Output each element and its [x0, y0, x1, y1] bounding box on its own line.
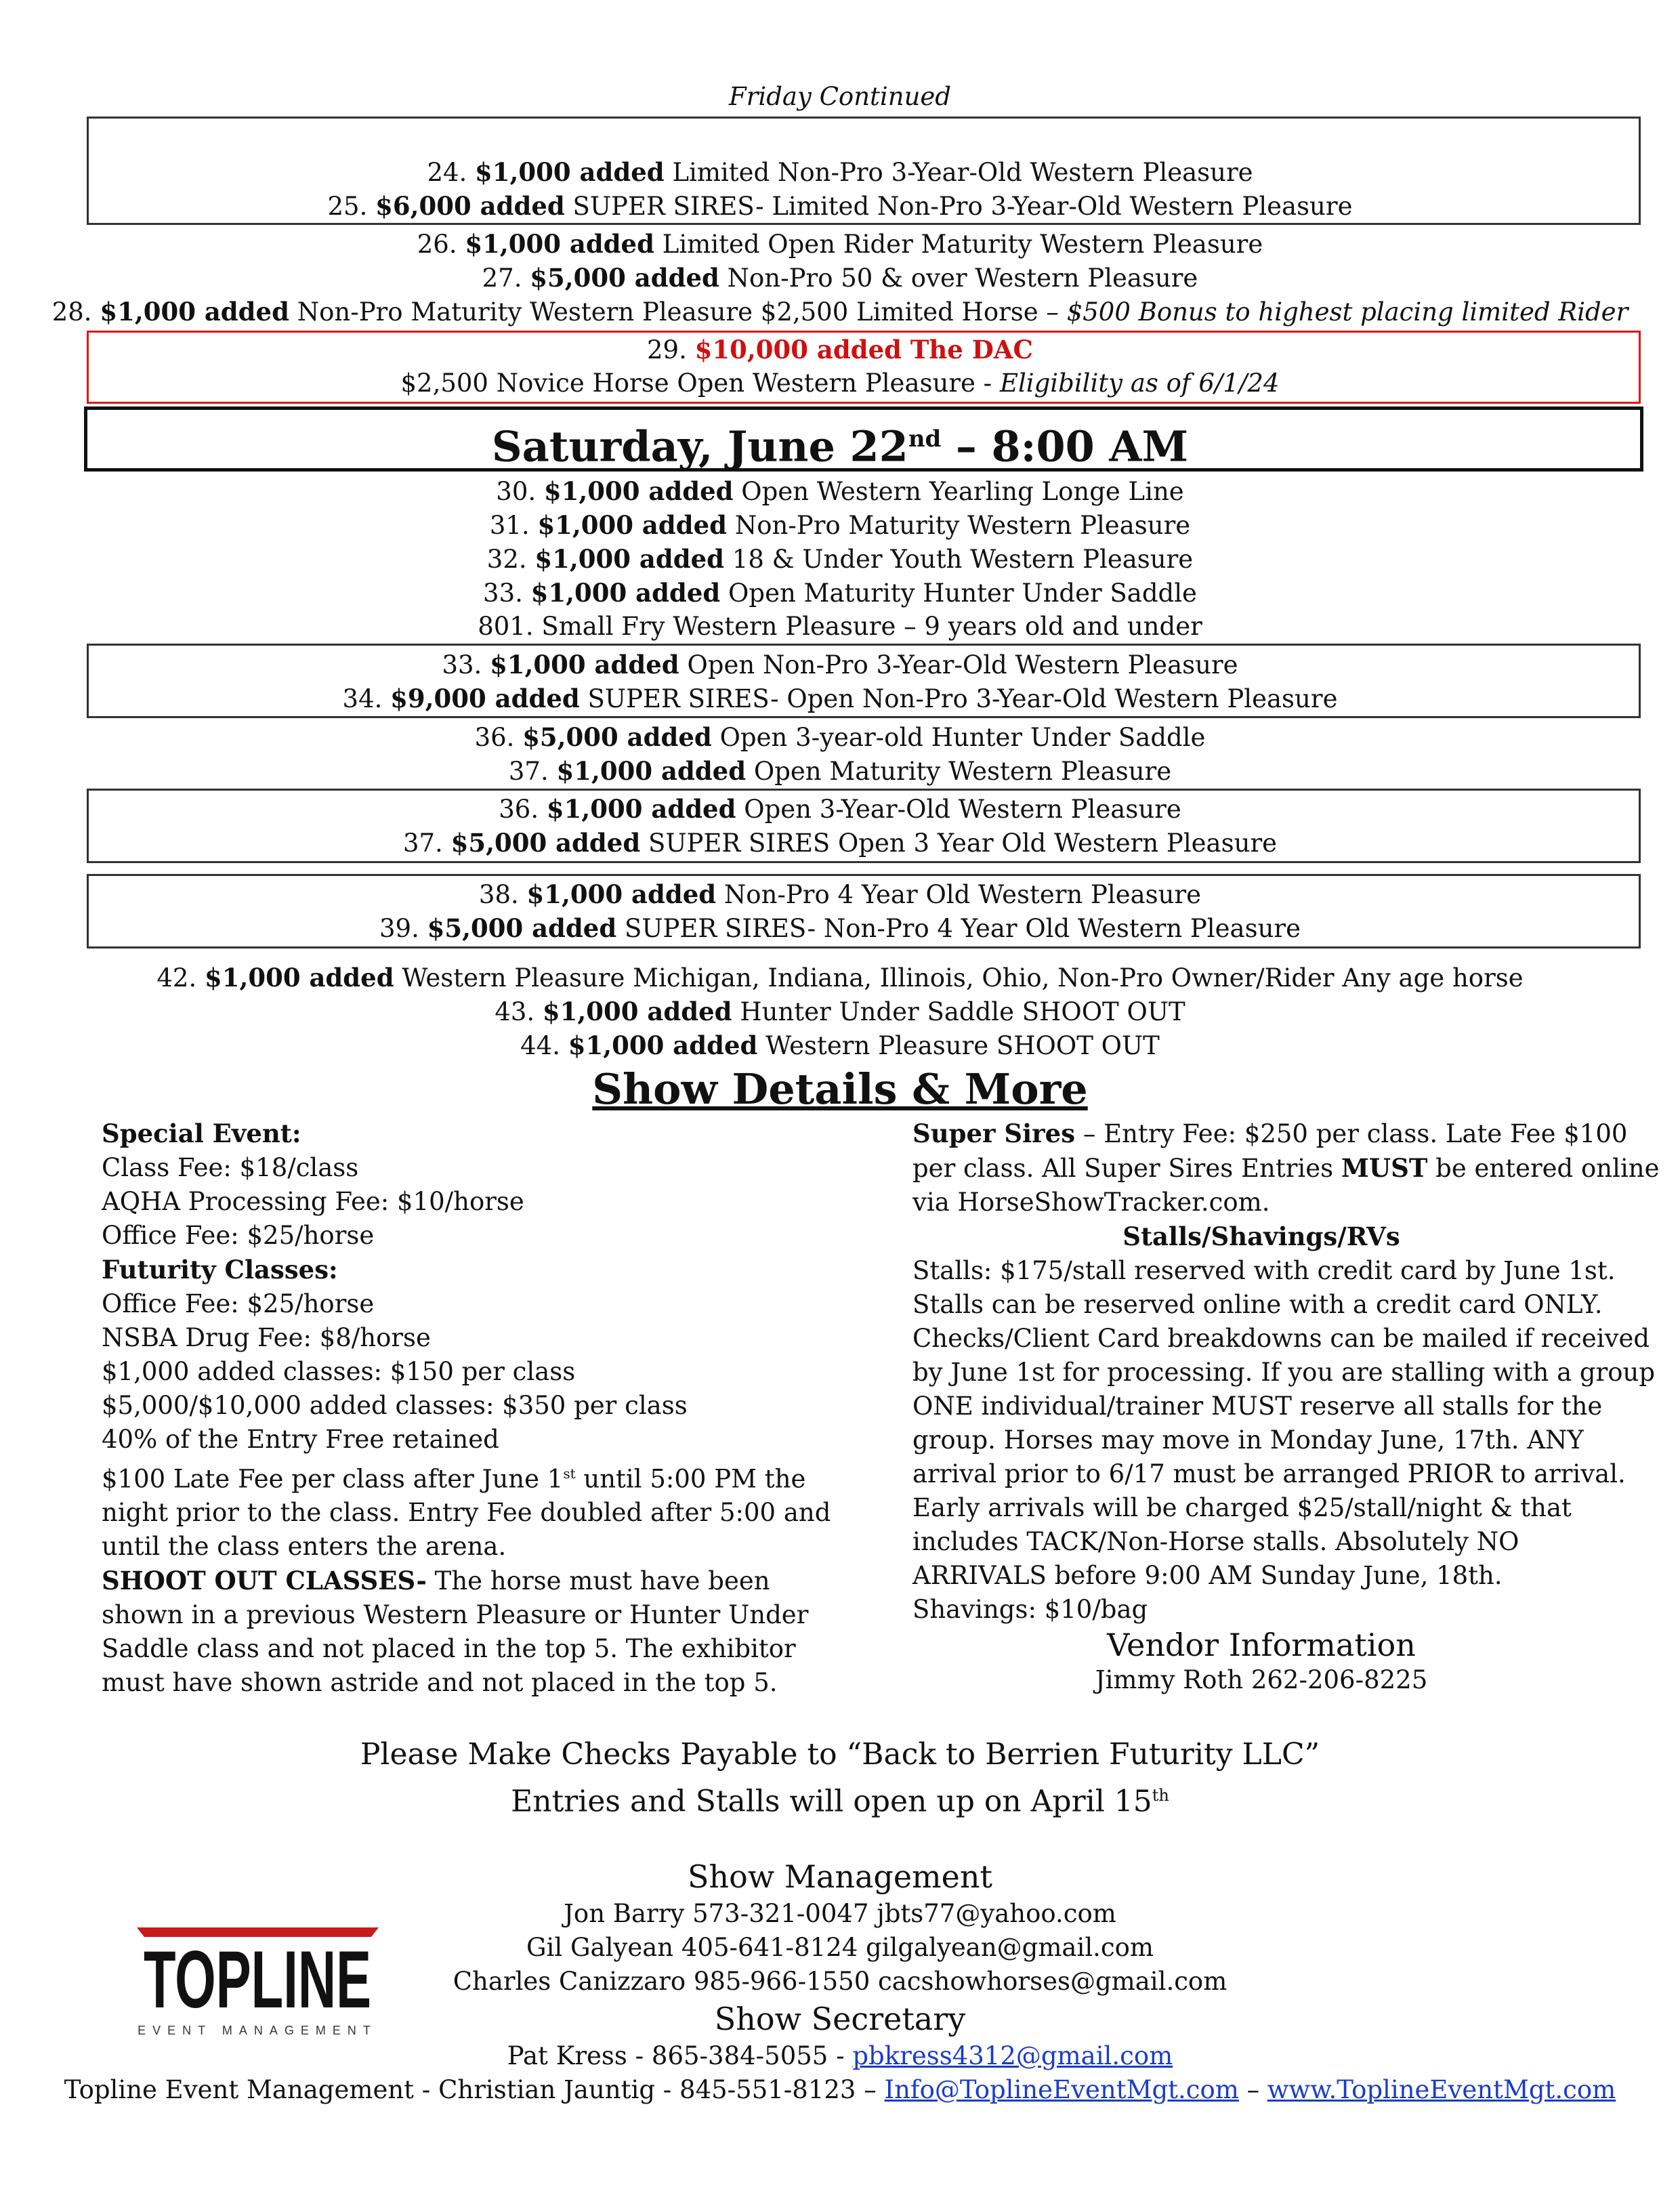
saturday-heading: Saturday, June 22nd – 8:00 AM	[491, 421, 1189, 472]
stalls-text: Stalls: $175/stall reserved with credit card by June 1st.	[912, 1256, 1616, 1285]
class-line: 30. $1,000 added Open Western Yearling Longe Line	[496, 476, 1184, 506]
topline-logo	[134, 1927, 381, 2041]
stalls-title: Stalls/Shavings/RVs	[1122, 1222, 1400, 1251]
topline-website-link[interactable]: www.ToplineEventMgt.com	[1267, 2075, 1616, 2104]
stalls-text: arrival prior to 6/17 must be arranged PRIOR to arrival.	[912, 1459, 1626, 1488]
class-line: 801. Small Fry Western Pleasure – 9 years old and under	[478, 612, 1202, 641]
entries-open: Entries and Stalls will open up on April 15th	[511, 1784, 1169, 1819]
topline-contact: Topline Event Management - Christian Jauntig - 845-551-8123 – Info@ToplineEventMgt.com – www.ToplineEventMgt.com	[64, 2075, 1616, 2104]
class-line: 37. $5,000 added SUPER SIRES Open 3 Year Old Western Pleasure	[402, 828, 1278, 858]
stalls-text: Early arrivals will be charged $25/stall/night & that	[912, 1493, 1572, 1522]
class-line: 25. $6,000 added SUPER SIRES- Limited Non-Pro 3-Year-Old Western Pleasure	[327, 191, 1353, 221]
shoot-out-cont: shown in a previous Western Pleasure or Hunter Under	[102, 1600, 809, 1630]
fee-1000: $1,000 added classes: $150 per class	[102, 1357, 576, 1386]
class-line: 34. $9,000 added SUPER SIRES- Open Non-Pro 3-Year-Old Western Pleasure	[342, 684, 1338, 713]
class-line: 32. $1,000 added 18 & Under Youth Western Pleasure	[486, 544, 1194, 574]
class-line: 26. $1,000 added Limited Open Rider Maturity Western Pleasure	[417, 229, 1263, 259]
stalls-text: includes TACK/Non-Horse stalls. Absolutely NO	[912, 1527, 1519, 1556]
class-line: 24. $1,000 added Limited Non-Pro 3-Year-Old Western Pleasure	[427, 157, 1253, 187]
class-fee: Class Fee: $18/class	[102, 1153, 359, 1182]
futurity-label: Futurity Classes:	[102, 1255, 338, 1285]
late-fee-cont: until the class enters the arena.	[102, 1532, 507, 1562]
vendor-title: Vendor Information	[1107, 1627, 1416, 1663]
class-line: 33. $1,000 added Open Non-Pro 3-Year-Old Western Pleasure	[442, 650, 1238, 680]
class-line: 39. $5,000 added SUPER SIRES- Non-Pro 4 Year Old Western Pleasure	[379, 913, 1301, 943]
class-line: 27. $5,000 added Non-Pro 50 & over Western Pleasure	[482, 263, 1198, 293]
shavings: Shavings: $10/bag	[912, 1595, 1148, 1624]
super-sires-cont: per class. All Super Sires Entries MUST be entered online	[912, 1153, 1660, 1183]
vendor-contact: Jimmy Roth 262-206-8225	[1095, 1665, 1428, 1694]
class-line: 36. $1,000 added Open 3-Year-Old Western Pleasure	[499, 794, 1181, 824]
details-left-column	[102, 1117, 831, 1700]
retained: 40% of the Entry Free retained	[102, 1425, 499, 1454]
stalls-text: ARRIVALS before 9:00 AM Sunday June, 18th.	[912, 1561, 1503, 1590]
class-line: 38. $1,000 added Non-Pro 4 Year Old Western Pleasure	[478, 879, 1202, 909]
class-line: 28. $1,000 added Non-Pro Maturity Western Pleasure $2,500 Limited Horse – $500 Bonus to highest placing limited Rider	[51, 297, 1629, 327]
super-sires-cont: via HorseShowTracker.com.	[912, 1188, 1270, 1217]
checks-payable: Please Make Checks Payable to “Back to Berrien Futurity LLC”	[360, 1737, 1320, 1772]
svg-text:TOPLINE: TOPLINE	[144, 1934, 371, 2025]
office-fee: Office Fee: $25/horse	[102, 1221, 375, 1250]
shoot-out: SHOOT OUT CLASSES- The horse must have been	[102, 1566, 770, 1596]
stalls-text: Stalls can be reserved online with a credit card ONLY.	[912, 1290, 1603, 1319]
management-contact: Charles Canizzaro 985-966-1550 cacshowhorses@gmail.com	[453, 1967, 1227, 1996]
class-line: 43. $1,000 added Hunter Under Saddle SHOOT OUT	[495, 997, 1185, 1026]
secretary-title: Show Secretary	[714, 2001, 966, 2037]
class-line: 42. $1,000 added Western Pleasure Michigan, Indiana, Illinois, Ohio, Non-Pro Owner/Rider Any age horse	[156, 963, 1524, 993]
nsba-fee: NSBA Drug Fee: $8/horse	[102, 1323, 431, 1352]
fee-5000: $5,000/$10,000 added classes: $350 per class	[102, 1391, 688, 1420]
management-title: Show Management	[687, 1858, 993, 1895]
class-line: 36. $5,000 added Open 3-year-old Hunter Under Saddle	[474, 722, 1206, 752]
details-title: Show Details & More	[592, 1064, 1088, 1114]
stalls-text: by June 1st for processing. If you are stalling with a group	[912, 1358, 1656, 1387]
stalls-text: ONE individual/trainer MUST reserve all stalls for the	[912, 1392, 1603, 1421]
stalls-text: group. Horses may move in Monday June, 17th. ANY	[912, 1425, 1584, 1455]
aqha-fee: AQHA Processing Fee: $10/horse	[102, 1187, 524, 1216]
class-line: 44. $1,000 added Western Pleasure SHOOT OUT	[520, 1030, 1160, 1060]
section-subtitle: Friday Continued	[729, 82, 951, 111]
class-line: 33. $1,000 added Open Maturity Hunter Under Saddle	[483, 578, 1197, 608]
class-line: 31. $1,000 added Non-Pro Maturity Western Pleasure	[489, 510, 1191, 540]
management-contact: Jon Barry 573-321-0047 jbts77@yahoo.com	[564, 1899, 1116, 1928]
late-fee: $100 Late Fee per class after June 1st until 5:00 PM the	[102, 1464, 806, 1494]
management-contact: Gil Galyean 405-641-8124 gilgalyean@gmail.com	[526, 1933, 1154, 1962]
super-sires: Super Sires – Entry Fee: $250 per class. Late Fee $100	[912, 1119, 1628, 1148]
dac-subtitle: $2,500 Novice Horse Open Western Pleasure - Eligibility as of 6/1/24	[400, 369, 1280, 398]
topline-email-link[interactable]: Info@ToplineEventMgt.com	[884, 2075, 1239, 2104]
dac-title: 29. $10,000 added The DAC	[647, 335, 1033, 364]
secretary-contact: Pat Kress - 865-384-5055 - pbkress4312@gmail.com	[507, 2041, 1173, 2070]
secretary-email-link[interactable]: pbkress4312@gmail.com	[852, 2041, 1173, 2070]
stalls-text: Checks/Client Card breakdowns can be mailed if received	[912, 1324, 1650, 1353]
special-event-label: Special Event:	[102, 1119, 301, 1148]
office-fee: Office Fee: $25/horse	[102, 1289, 375, 1318]
shoot-out-cont: Saddle class and not placed in the top 5. The exhibitor	[102, 1634, 796, 1664]
svg-text:EVENT MANAGEMENT: EVENT MANAGEMENT	[138, 2024, 377, 2037]
late-fee-cont: night prior to the class. Entry Fee doubled after 5:00 and	[102, 1498, 831, 1528]
details-right-column	[912, 1117, 1660, 1697]
topline-logo-graphic	[134, 1927, 381, 2041]
shoot-out-cont: must have shown astride and not placed in the top 5.	[102, 1668, 778, 1698]
class-line: 37. $1,000 added Open Maturity Western Pleasure	[508, 756, 1172, 786]
